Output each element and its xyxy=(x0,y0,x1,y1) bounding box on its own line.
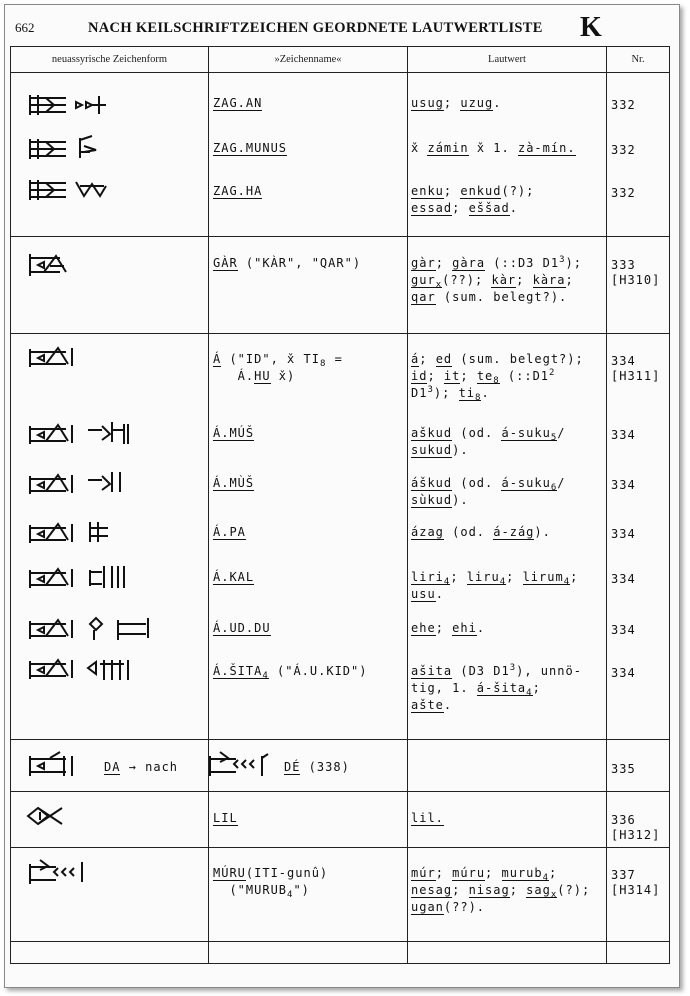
row-8-value: ázag (od. á-zág). xyxy=(411,525,551,539)
row-10-name: Á.UD.DU xyxy=(213,621,271,635)
sign-muru xyxy=(30,860,82,884)
row-3-value: enku; enkud(?); essad; eššad. xyxy=(411,184,535,215)
row-4-name: GÀR ("KÀR", "QAR") xyxy=(213,256,362,270)
col-header-nr: Nr. xyxy=(631,54,645,65)
col-header-form: neuassyrische Zeichenform xyxy=(51,54,168,65)
sign-a-mus2 xyxy=(30,472,120,494)
row-13-name: LIL xyxy=(213,811,238,825)
sign-zag-an xyxy=(30,95,106,115)
sign-zag-ha xyxy=(30,180,106,200)
row-1-name: ZAG.AN xyxy=(213,96,263,110)
row-6-value: aškud (od. á-suku$_5$/ sukud). xyxy=(411,426,566,457)
row-13-value: lil. xyxy=(411,811,444,825)
col-header-name: »Zeichenname« xyxy=(274,54,342,65)
row-8-name: Á.PA xyxy=(213,525,246,539)
row-2-name: ZAG.MUNUS xyxy=(213,141,288,155)
row-11-value: ašita (D3 $D1^3$), unnö- tig, 1. á-šita$_4$; ašte. xyxy=(411,663,582,712)
row-13-nr: 336 [H312] xyxy=(611,813,661,842)
sign-a-pa xyxy=(30,522,108,543)
page-number: 662 xyxy=(15,20,35,35)
row-8-nr: 334 xyxy=(611,527,636,541)
row-4-value: gàr; gàra (::D3 $D1^3$); gur$_x$(??); kàr; kàra; qar (sum. belegt?). xyxy=(411,255,582,304)
row-9-name: Á.KAL xyxy=(213,570,255,584)
row-14-name: MÚRU(ITI-gunû) $("MURUB_4")$ xyxy=(213,866,329,900)
sign-de xyxy=(210,752,268,776)
sign-a-ud-du xyxy=(30,618,148,640)
row-14-nr: 337 [H314] xyxy=(611,868,661,897)
row-7-nr: 334 xyxy=(611,478,636,492)
sign-a-mus xyxy=(30,422,128,444)
row-3-name: ZAG.HA xyxy=(213,184,263,198)
col-header-value: Lautwert xyxy=(488,54,526,65)
row-9-nr: 334 xyxy=(611,572,636,586)
row-6-name: Á.MÚŠ xyxy=(213,426,255,440)
sign-a-sita xyxy=(30,660,128,680)
row-11-name: $Á.ŠITA_4$ ("Á.U.KID") xyxy=(213,664,368,681)
row-7-name: Á.MÙŠ xyxy=(213,476,255,490)
row-1-value: usug; uzug. xyxy=(411,96,502,110)
row-3-nr: 332 xyxy=(611,186,636,200)
sign-zag-munus xyxy=(30,136,96,159)
row-1-nr: 332 xyxy=(611,98,636,112)
row-14-value: múr; múru; murub$_4$; nesag; nisag; sag$_x$(?); ugan(??). xyxy=(411,866,591,914)
section-letter: K xyxy=(580,12,602,43)
row-12-nr: 335 xyxy=(611,762,636,776)
sign-lil xyxy=(28,808,62,824)
row-7-value: áškud (od. á-suku$_6$/ sùkud). xyxy=(411,476,566,507)
page-title: NACH KEILSCHRIFTZEICHEN GEORDNETE LAUTWERTLISTE xyxy=(88,20,543,36)
row-4-nr: 333 [H310] xyxy=(611,258,661,287)
sign-a-kal xyxy=(30,566,124,588)
row-5-value: á; ed (sum. belegt?); id; it; $te_8$ ($::D1^2$ $D1^3$); $ti_8$. xyxy=(411,352,584,403)
row-2-nr: 332 xyxy=(611,143,636,157)
row-9-value: liri$_4$; liru$_4$; lirum$_4$; usu. xyxy=(411,570,579,601)
sign-gar xyxy=(30,254,66,276)
sign-da xyxy=(30,752,72,776)
row-5-nr: 334 [H311] xyxy=(611,354,661,383)
row-6-nr: 334 xyxy=(611,428,636,442)
sign-a xyxy=(30,348,72,367)
row-2-value: x̌ zámin x̌ 1. zà-mín. xyxy=(411,141,576,155)
row-10-value: ehe; ehi. xyxy=(411,621,486,635)
row-12-form-note: DA → nach xyxy=(104,760,179,774)
row-12-name: DÉ (338) xyxy=(284,760,350,774)
row-11-nr: 334 xyxy=(611,666,636,680)
row-5-name: Á ("ID", x̌ $TI_8$ = Á.HU x̌) xyxy=(213,352,343,383)
row-10-nr: 334 xyxy=(611,623,636,637)
